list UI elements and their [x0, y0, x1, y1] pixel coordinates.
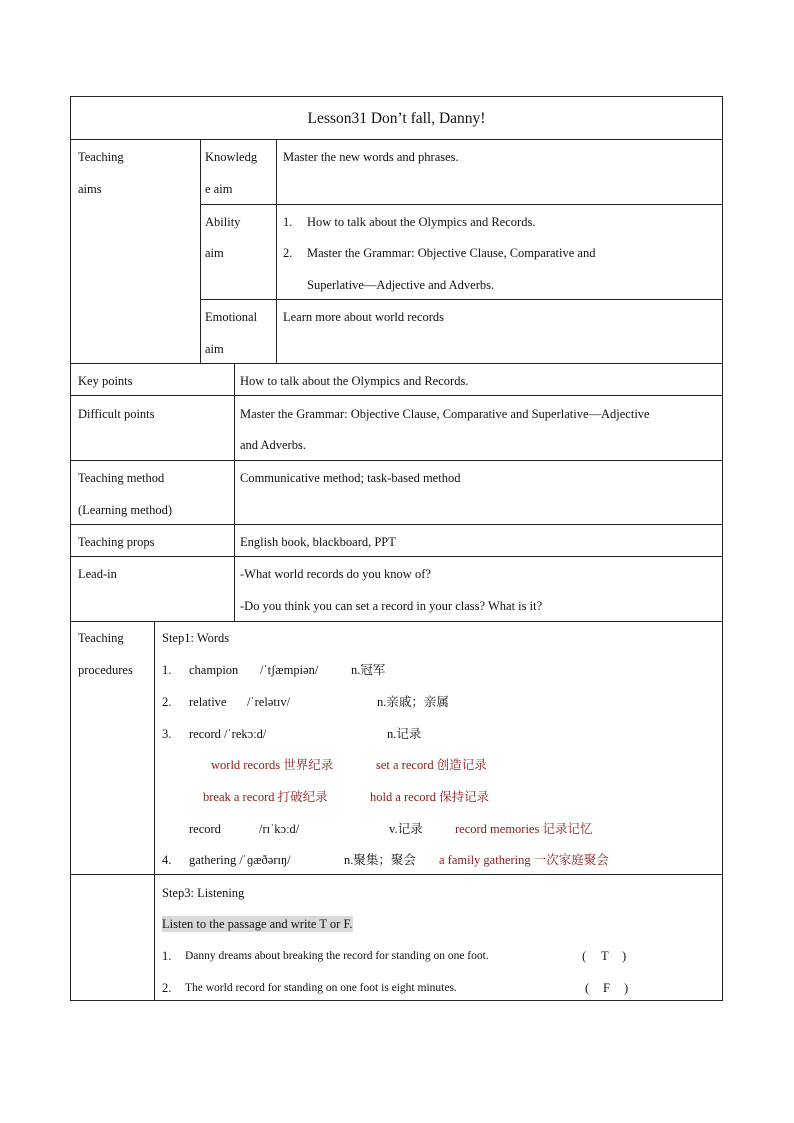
knowledge-aim-text: Master the new words and phrases.	[283, 150, 459, 164]
phrase-world-records: world records 世界纪录	[211, 758, 334, 772]
teaching-props-label: Teaching props	[78, 535, 155, 549]
step1-heading: Step1: Words	[162, 631, 230, 645]
knowledge-aim-label: e aim	[205, 182, 233, 196]
word-entry: gathering /ˈɡæðərɪŋ/	[189, 853, 291, 867]
word-phonetic: /ˈrelətɪv/	[247, 695, 291, 709]
row-divider	[71, 460, 722, 461]
lesson-plan-table	[70, 96, 723, 1001]
phrase-hold-record: hold a record 保持记录	[370, 790, 490, 804]
row-divider	[71, 395, 722, 396]
tf-statement: Danny dreams about breaking the record for standing on one foot.	[185, 950, 489, 962]
procedures-label: procedures	[78, 663, 133, 677]
ability-aim-label: aim	[205, 246, 224, 260]
lead-in-question: -Do you think you can set a record in your class? What is it?	[240, 599, 543, 613]
difficult-points-text: and Adverbs.	[240, 438, 306, 452]
tf-statement: The world record for standing on one foot is eight minutes.	[185, 982, 457, 994]
tf-bracket: )	[622, 949, 627, 963]
phrase-set-record: set a record 创造记录	[376, 758, 487, 772]
row-divider	[71, 139, 722, 140]
row-divider	[71, 556, 722, 557]
teaching-method-text: Communicative method; task-based method	[240, 471, 461, 485]
word-meaning: n.聚集；聚会	[344, 853, 416, 867]
difficult-points-text: Master the Grammar: Objective Clause, Comparative and Superlative—Adjective	[240, 407, 650, 421]
phrase-family-gathering: a family gathering 一次家庭聚会	[439, 853, 609, 867]
record-verb-meaning: v.记录	[389, 822, 423, 836]
row-divider	[71, 524, 722, 525]
row-divider	[71, 363, 722, 364]
lead-in-question: -What world records do you know of?	[240, 567, 431, 581]
listening-instruction: Listen to the passage and write T or F.	[162, 917, 353, 931]
teaching-method-label: Teaching method	[78, 471, 165, 485]
col-divider	[234, 363, 235, 621]
row-divider	[71, 874, 722, 875]
difficult-points-label: Difficult points	[78, 407, 155, 421]
tf-bracket: (	[582, 949, 587, 963]
word-number: 1.	[162, 663, 172, 677]
word-meaning: n.记录	[387, 727, 422, 741]
ability-aim-label: Ability	[205, 215, 241, 229]
col-divider	[154, 621, 155, 1001]
row-divider	[71, 621, 722, 622]
record-verb-phonetic: /rɪˈkɔːd/	[259, 822, 300, 836]
word-entry: champion	[189, 663, 239, 677]
tf-bracket: )	[624, 981, 629, 995]
record-verb-word: record	[189, 822, 221, 836]
phrase-break-record: break a record 打破纪录	[203, 790, 328, 804]
emotional-aim-label: aim	[205, 342, 224, 356]
tf-answer: T	[601, 949, 609, 963]
row-divider	[200, 204, 722, 205]
key-points-text: How to talk about the Olympics and Records.	[240, 374, 469, 388]
word-entry: record /ˈrekɔːd/	[189, 727, 267, 741]
ability-item-continuation: Superlative—Adjective and Adverbs.	[307, 278, 495, 292]
tf-answer: F	[603, 981, 610, 995]
ability-item-number: 2.	[283, 246, 293, 260]
emotional-aim-label: Emotional	[205, 310, 258, 324]
ability-item-number: 1.	[283, 215, 293, 229]
learning-method-label: (Learning method)	[78, 503, 173, 517]
tf-bracket: (	[585, 981, 590, 995]
row-divider	[200, 299, 722, 300]
key-points-label: Key points	[78, 374, 133, 388]
lesson-title: Lesson31 Don’t fall, Danny!	[307, 110, 486, 127]
knowledge-aim-label: Knowledg	[205, 150, 258, 164]
word-number: 4.	[162, 853, 172, 867]
procedures-label: Teaching	[78, 631, 124, 645]
teaching-aims-label: Teaching	[78, 150, 124, 164]
word-meaning: n.冠军	[351, 663, 386, 677]
teaching-props-text: English book, blackboard, PPT	[240, 535, 396, 549]
step3-heading: Step3: Listening	[162, 886, 245, 900]
word-number: 2.	[162, 695, 172, 709]
tf-number: 2.	[162, 981, 172, 995]
teaching-aims-label: aims	[78, 182, 102, 196]
ability-item-text: Master the Grammar: Objective Clause, Comparative and	[307, 246, 596, 260]
tf-number: 1.	[162, 949, 172, 963]
col-divider	[200, 139, 201, 363]
ability-item-text: How to talk about the Olympics and Records.	[307, 215, 536, 229]
phrase-record-memories: record memories 记录记忆	[455, 822, 593, 836]
col-divider	[276, 139, 277, 363]
word-phonetic: /ˈtʃæmpiən/	[260, 663, 319, 677]
word-meaning: n.亲戚；亲属	[377, 695, 449, 709]
emotional-aim-text: Learn more about world records	[283, 310, 445, 324]
word-entry: relative	[189, 695, 227, 709]
lead-in-label: Lead-in	[78, 567, 117, 581]
word-number: 3.	[162, 727, 172, 741]
